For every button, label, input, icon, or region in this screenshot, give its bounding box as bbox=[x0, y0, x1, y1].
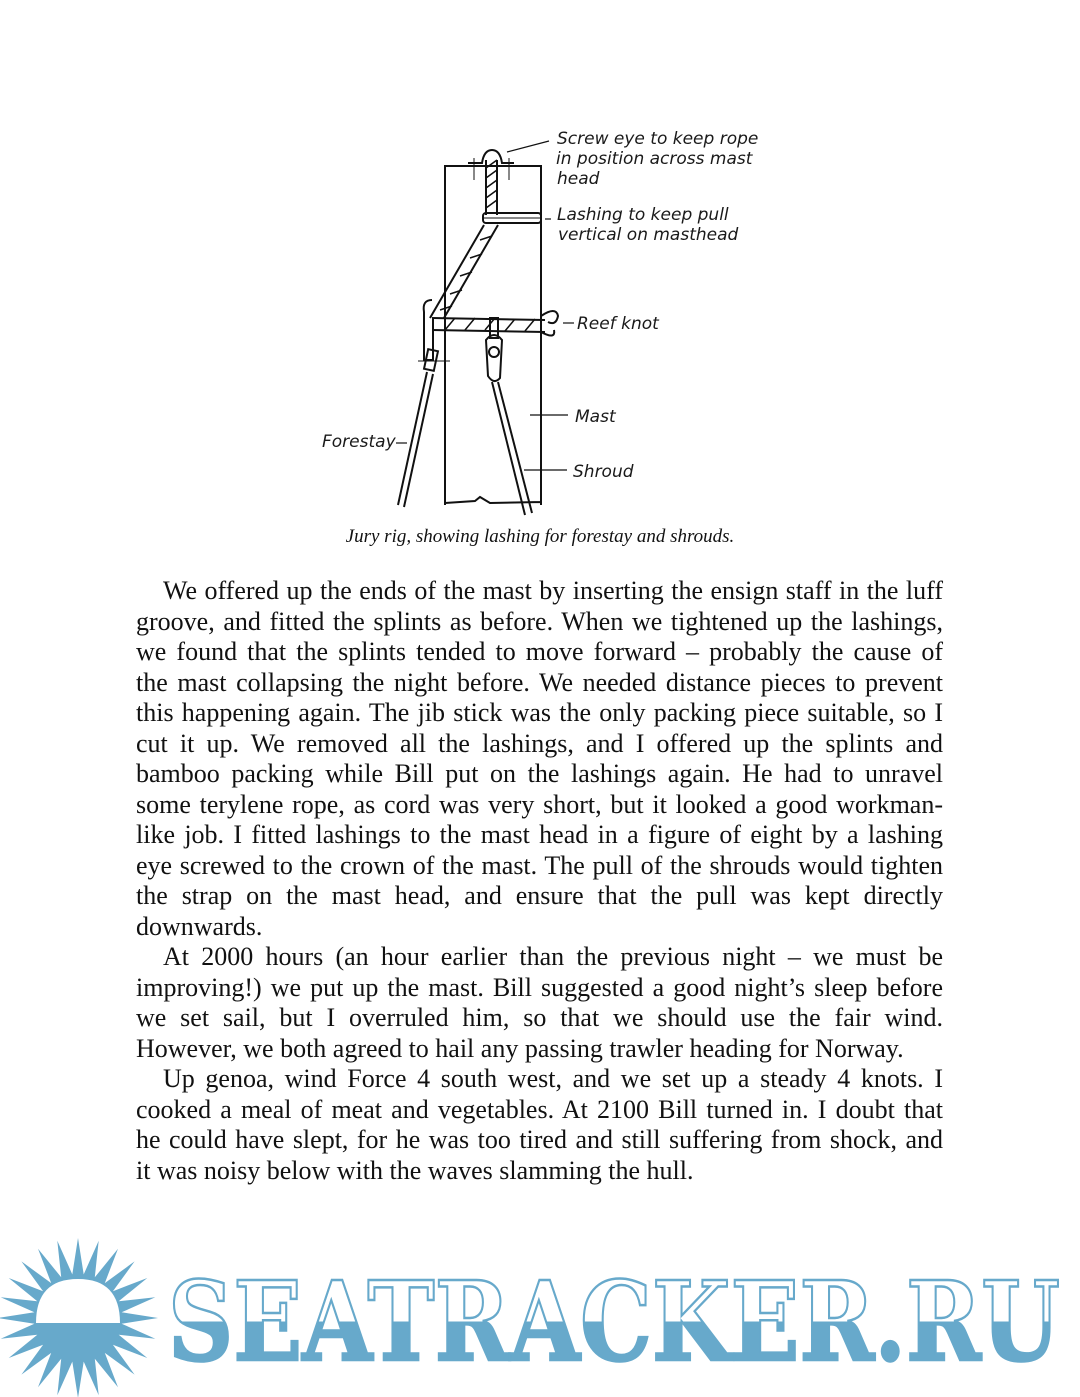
paragraph-line: the strap on the mast head, and ensure that the pull was kept directly bbox=[136, 881, 943, 910]
label-lashing-2: vertical on masthead bbox=[558, 225, 739, 245]
paragraph-line: like job. I fitted lashings to the mast head in a figure of eight by a lashing bbox=[136, 820, 943, 849]
paragraph-line: However, we both agreed to hail any passing trawler heading for Norway. bbox=[136, 1033, 904, 1063]
paragraph-line: it was noisy below with the waves slamming the hull. bbox=[136, 1155, 694, 1185]
shroud-wire bbox=[492, 382, 525, 515]
jury-rig-diagram bbox=[0, 0, 1080, 525]
paragraph-line: We offered up the ends of the mast by inserting the ensign staff in the luff bbox=[163, 576, 943, 605]
paragraph-line: eye screwed to the crown of the mast. The pull of the shrouds would tighten bbox=[136, 850, 943, 880]
label-screw-eye-2: in position across mast bbox=[556, 149, 753, 169]
paragraph-line: this happening again. The jib stick was the only packing piece suitable, so I bbox=[136, 698, 943, 727]
label-mast: Mast bbox=[575, 407, 616, 427]
paragraph-line: we found that the splints tended to move forward – probably the cause of bbox=[136, 637, 943, 666]
label-forestay: Forestay bbox=[322, 432, 396, 452]
label-shroud: Shroud bbox=[573, 462, 634, 482]
paragraph-line: Up genoa, wind Force 4 south west, and we set up a steady 4 knots. I bbox=[163, 1064, 943, 1093]
label-lashing-1: Lashing to keep pull bbox=[557, 205, 729, 225]
body-text bbox=[136, 576, 943, 1186]
label-screw-eye-3: head bbox=[557, 169, 600, 189]
paragraph-line: he could have slept, for he was too tired and still suffering from shock, and bbox=[136, 1125, 943, 1154]
forestay-wire bbox=[398, 372, 427, 505]
paragraph-line: groove, and fitted the splints as before. When we tightened up the lashings, bbox=[136, 606, 943, 636]
paragraph-line: At 2000 hours (an hour earlier than the previous night – we must be bbox=[163, 942, 943, 971]
figure-caption: Jury rig, showing lashing for forestay and shrouds. bbox=[345, 526, 735, 547]
label-screw-eye-1: Screw eye to keep rope bbox=[557, 129, 759, 149]
paragraph-line: we set sail, but I overruled him, so that we should use the fair wind. bbox=[136, 1003, 943, 1032]
paragraph-line: downwards. bbox=[136, 911, 263, 941]
seatracker-watermark-logo bbox=[0, 1235, 1080, 1397]
paragraph-line: cut it up. We removed all the lashings, and I offered up the splints and bbox=[136, 728, 943, 758]
label-reef-knot: Reef knot bbox=[577, 314, 659, 334]
paragraph-line: improving!) we put up the mast. Bill suggested a good night’s sleep before bbox=[136, 972, 943, 1002]
watermark-text: SEATRACKER.RU bbox=[168, 1257, 1060, 1386]
paragraph-line: cooked a meal of meat and vegetables. At 2100 Bill turned in. I doubt that bbox=[136, 1094, 943, 1124]
paragraph-line: bamboo packing while Bill put on the lashings again. He had to unravel bbox=[136, 759, 943, 788]
paragraph-line: some terylene rope, as cord was very short, but it looked a good workman- bbox=[136, 789, 943, 819]
paragraph-line: the mast collapsing the night before. We needed distance pieces to prevent bbox=[136, 667, 943, 697]
